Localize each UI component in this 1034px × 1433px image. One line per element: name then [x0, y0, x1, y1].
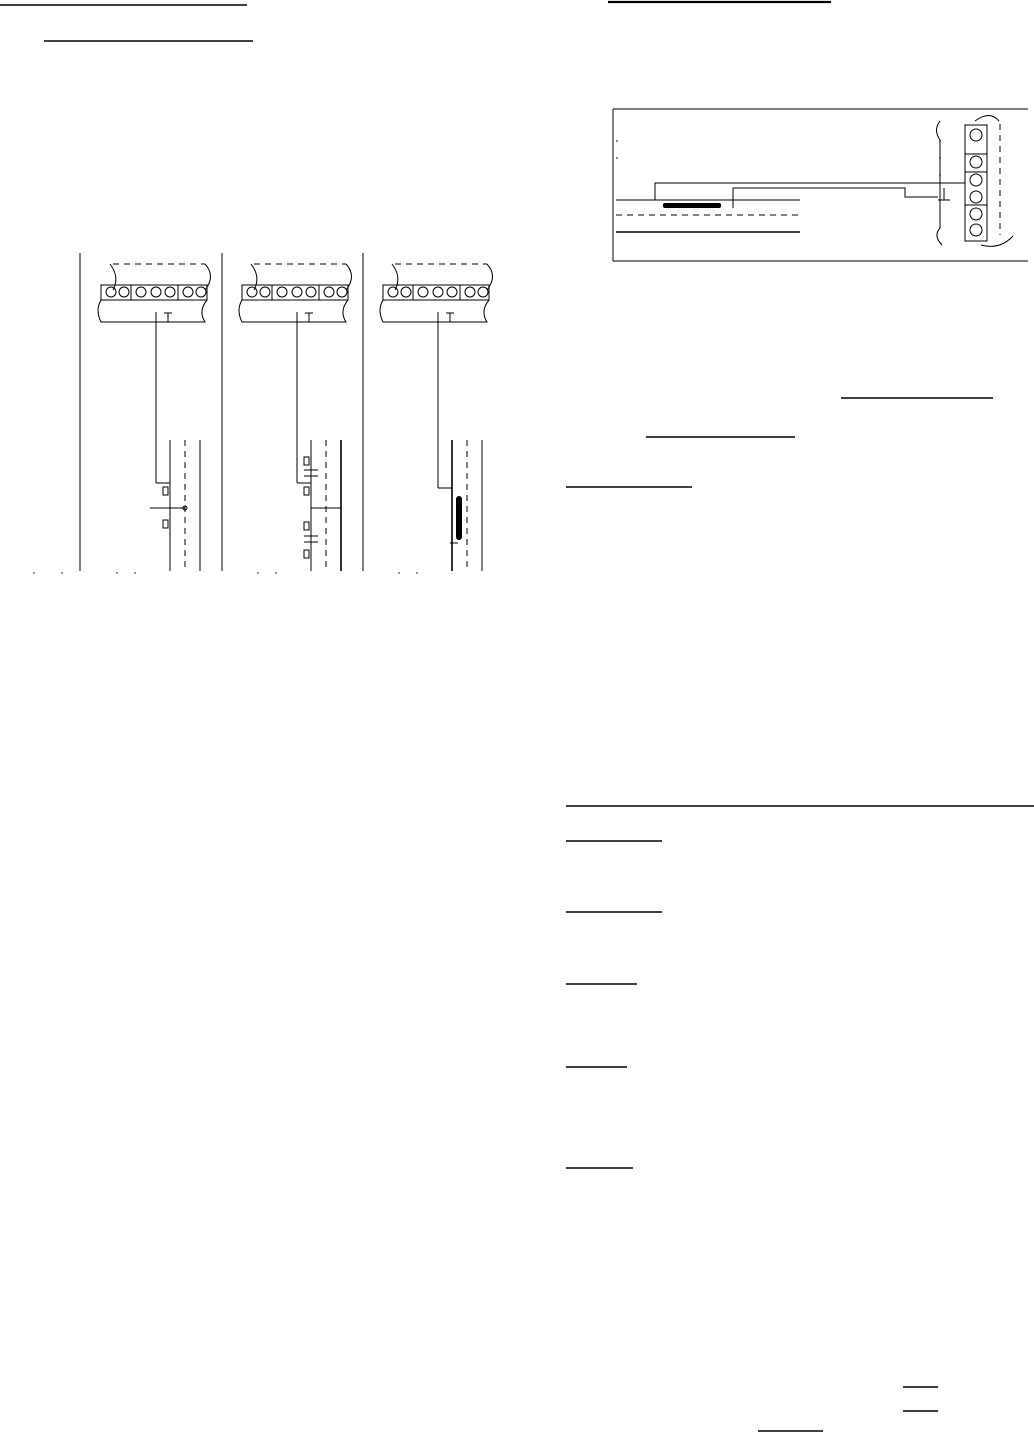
terminal-pin	[324, 287, 334, 297]
terminal-pin	[183, 287, 193, 297]
cable-wiring-diagram	[613, 109, 1028, 261]
terminal-pin	[292, 287, 302, 297]
terminal-pin	[136, 287, 146, 297]
shield-bar	[456, 496, 462, 540]
panel-footer-marks	[33, 572, 417, 573]
terminal-pin	[478, 287, 488, 297]
connector-pin	[970, 129, 982, 141]
connector-pin	[970, 156, 982, 168]
terminal-pin	[447, 287, 457, 297]
connector-pin	[970, 174, 982, 186]
terminal-pin	[337, 287, 347, 297]
panel-dividers	[80, 253, 363, 571]
terminal-pin	[247, 287, 257, 297]
terminal-pin	[106, 287, 116, 297]
terminal-pin	[260, 287, 270, 297]
panel-2	[239, 264, 352, 571]
panel-3	[380, 264, 493, 571]
connector-pin	[970, 208, 982, 220]
terminal-pin	[165, 287, 175, 297]
terminal-pin	[196, 287, 206, 297]
terminal-pin	[465, 287, 475, 297]
terminal-pin	[277, 287, 287, 297]
connector-pin	[970, 224, 982, 236]
shield-bar	[663, 203, 721, 208]
terminal-pin	[418, 287, 428, 297]
panel-1	[98, 264, 211, 571]
terminal-pin	[151, 287, 161, 297]
terminal-pin	[401, 287, 411, 297]
connector-pin	[970, 191, 982, 203]
terminal-pin	[306, 287, 316, 297]
terminal-pin	[119, 287, 129, 297]
terminal-pin	[433, 287, 443, 297]
terminal-pin	[388, 287, 398, 297]
